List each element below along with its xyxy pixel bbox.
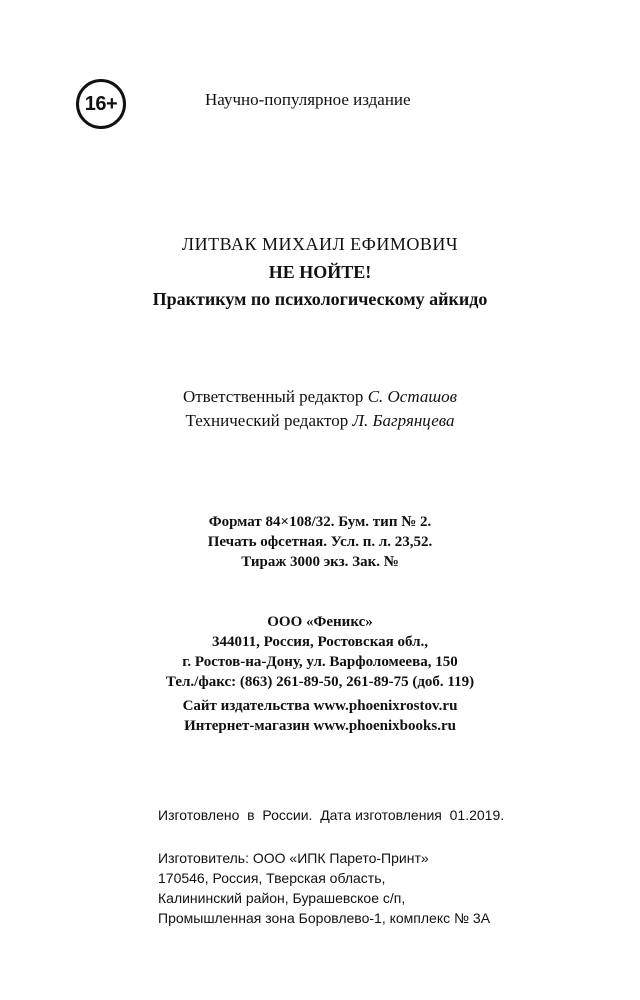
made-in-russia: Изготовлено в России. Дата изготовления 01.2019. — [158, 807, 505, 823]
spec-run: Тираж 3000 экз. Зак. № — [241, 554, 399, 570]
technical-editor-label: Технический редактор — [185, 411, 349, 430]
edition-type: Научно-популярное издание — [205, 90, 411, 109]
responsible-editor — [0, 385, 640, 409]
manufacturer-line-1: Изготовитель: ООО «ИПК Парето-Принт» — [158, 850, 429, 866]
spec-print: Печать офсетная. Усл. п. л. 23,52. — [207, 534, 433, 550]
manufacturer-line-3: Калининский район, Бурашевское с/п, — [158, 890, 406, 906]
publisher-phone: Тел./факс: (863) 261-89-50, 261-89-75 (доб. 119) — [165, 674, 475, 690]
publisher-shop: Интернет-магазин www.phoenixbooks.ru — [184, 718, 456, 734]
publisher-address-2: г. Ростов-на-Дону, ул. Варфоломеева, 150 — [182, 654, 458, 670]
responsible-editor-name: С. Осташов — [367, 387, 458, 406]
book-subtitle: Практикум по психологическому айкидо — [152, 289, 488, 309]
spec-format: Формат 84×108/32. Бум. тип № 2. — [208, 514, 432, 530]
manufacturer-line-4: Промышленная зона Боровлево-1, комплекс № 3А — [158, 910, 491, 926]
publisher-name: ООО «Феникс» — [267, 614, 373, 630]
publisher-site: Сайт издательства www.phoenixrostov.ru — [182, 698, 458, 714]
book-title: НЕ НОЙТЕ! — [268, 262, 372, 282]
publisher-address-1: 344011, Россия, Ростовская обл., — [211, 634, 429, 650]
author-name: ЛИТВАК МИХАИЛ ЕФИМОВИЧ — [181, 234, 459, 254]
editors-block — [0, 385, 640, 433]
technical-editor-name: Л. Багрянцева — [352, 411, 455, 430]
responsible-editor-label: Ответственный редактор — [182, 387, 364, 406]
technical-editor — [0, 409, 640, 433]
manufacturer-line-2: 170546, Россия, Тверская область, — [158, 870, 386, 886]
age-rating-badge: 16+ — [76, 79, 126, 129]
